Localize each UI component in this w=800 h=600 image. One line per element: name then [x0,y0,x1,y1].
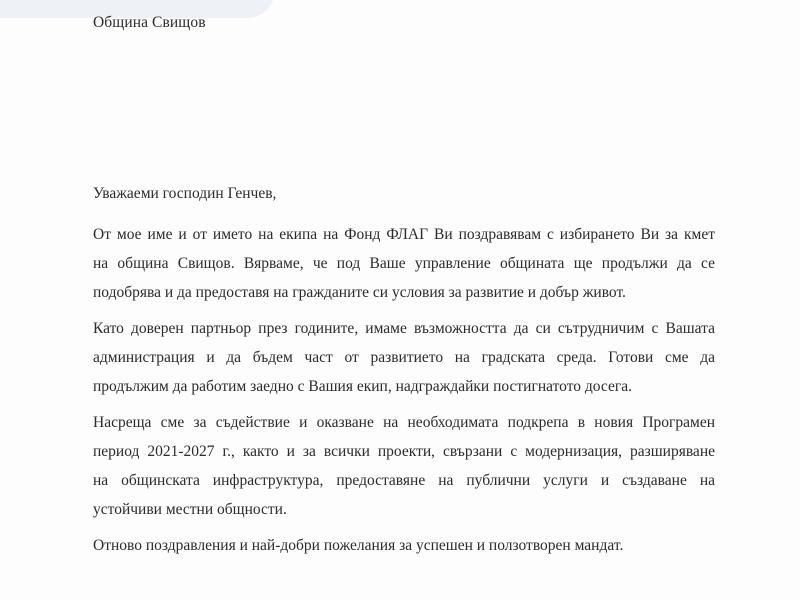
paragraph-line: подобрява и да предоставя на гражданите си условия за развитие и добър живот. [93,284,626,301]
addressee: Община Свищов [93,14,206,31]
paragraph-line: период 2021-2027 г., както и за всички проекти, свързани с модернизация, разширяване [93,443,715,460]
paragraph-line: администрация и да бъдем част от развитието на градската среда. Готови сме да [93,349,715,366]
closing-line: Отново поздравления и най-добри пожелания за успешен и ползотворен мандат. [93,537,624,554]
paragraph-line: Насреща сме за съдействие и оказване на необходимата подкрепа в новия Програмен [93,414,715,431]
paragraph-line: Като доверен партньор през годините, имаме възможността да си сътрудничим с Вашата [93,320,715,337]
paragraph-line: продължим да работим заедно с Вашия екип, надграждайки постигнатото досега. [93,378,632,395]
paragraph-partnership [93,314,715,401]
paragraph-line: на общинската инфраструктура, предоставяне на публични услуги и създаване на [93,472,715,489]
paragraph-line: на община Свищов. Вярваме, че под Ваше управление общината ще продължи да се [93,255,715,272]
salutation: Уважаеми господин Генчев, [93,185,277,202]
paragraph-support [93,408,715,524]
paragraph-line: устойчиви местни общности. [93,501,287,518]
paragraph-line: От мое име и от името на екипа на Фонд ФЛАГ Ви поздравявам с избирането Ви за кмет [93,226,715,243]
paragraph-congratulations [93,220,715,307]
